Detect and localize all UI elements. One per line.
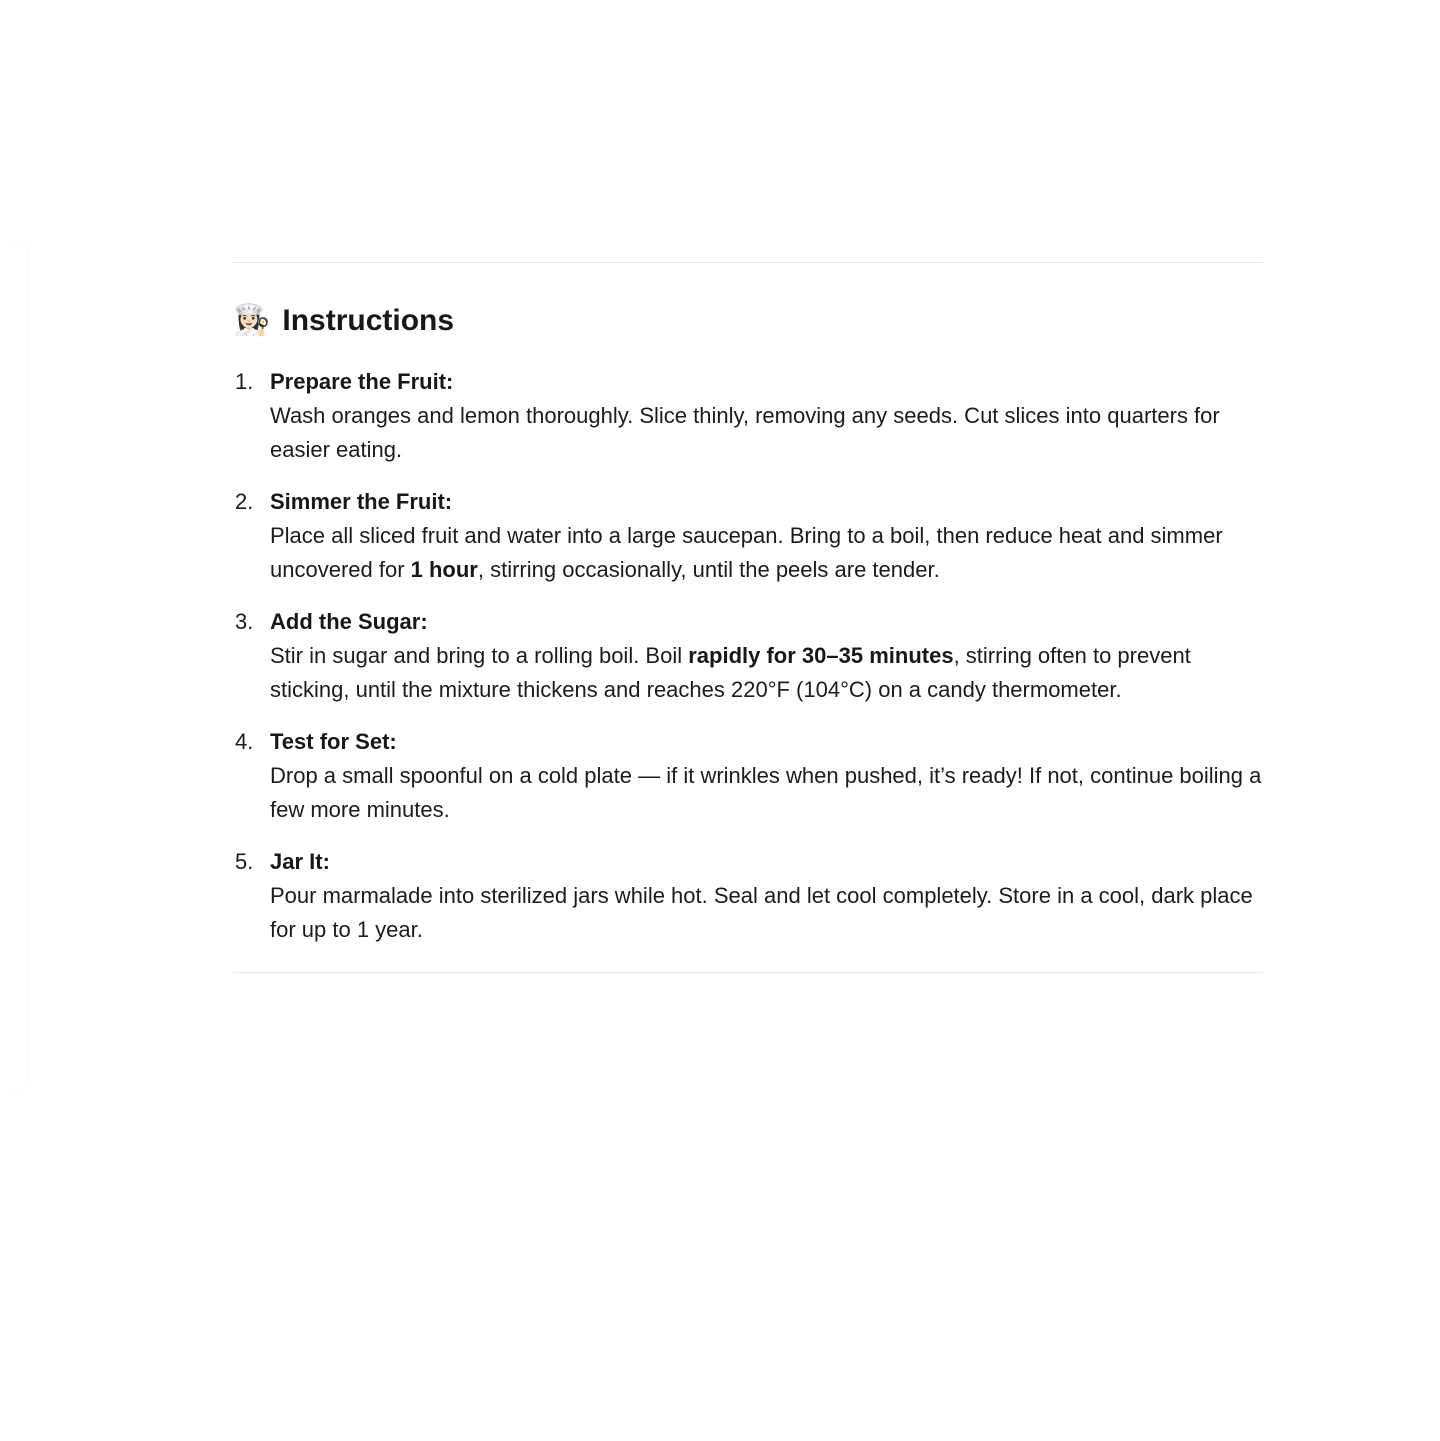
step-number: 4.: [235, 729, 254, 754]
instructions-list: [233, 365, 1263, 947]
step-body-segment: , stirring often to prevent sticking, until the mixture thickens and reaches 220°F (104°C) on a candy thermometer.: [270, 643, 1191, 702]
step-body-segment: Wash oranges and lemon thoroughly. Slice thinly, removing any seeds. Cut slices into quarters for easier eating.: [270, 403, 1220, 462]
step-body-segment: Stir in sugar and bring to a rolling boil. Boil: [270, 643, 689, 668]
step-title: Prepare the Fruit:: [270, 369, 454, 394]
page-edge-highlight: [0, 243, 27, 1088]
step-number: 2.: [235, 489, 254, 514]
section-heading: [233, 303, 1263, 339]
step-number: 1.: [235, 369, 254, 394]
bottom-divider: [233, 972, 1263, 973]
chef-emoji-icon: 👩🏻‍🍳: [233, 303, 271, 338]
step-title: Add the Sugar:: [270, 609, 428, 634]
list-item: [235, 725, 1263, 827]
list-item: [235, 845, 1263, 947]
step-body-bold-segment: rapidly for 30–35 minutes: [688, 643, 954, 668]
top-divider: [233, 262, 1263, 263]
list-item: [235, 485, 1263, 587]
step-body-bold-segment: 1 hour: [410, 557, 478, 582]
step-body-segment: Place all sliced fruit and water into a large saucepan. Bring to a boil, then reduce heat and simmer uncovered for: [270, 523, 1223, 582]
instructions-section: [233, 262, 1263, 973]
list-item: [235, 605, 1263, 707]
step-number: 5.: [235, 849, 254, 874]
step-body: [270, 519, 1263, 587]
step-body-segment: Pour marmalade into sterilized jars while hot. Seal and let cool completely. Store in a cool, dark place for up to 1 year.: [270, 883, 1253, 942]
step-body-segment: , stirring occasionally, until the peels are tender.: [477, 557, 940, 582]
step-body: [270, 399, 1263, 467]
step-body: [270, 639, 1263, 707]
list-item: [235, 365, 1263, 467]
step-body-segment: Drop a small spoonful on a cold plate — if it wrinkles when pushed, it’s ready! If not, continue boiling a few more minutes.: [270, 763, 1262, 822]
step-title: Jar It:: [270, 849, 330, 874]
step-body: [270, 759, 1263, 827]
step-number: 3.: [235, 609, 254, 634]
section-heading-label: Instructions: [282, 304, 455, 337]
step-title: Simmer the Fruit:: [270, 489, 453, 514]
step-title: Test for Set:: [270, 729, 397, 754]
step-body: [270, 879, 1263, 947]
